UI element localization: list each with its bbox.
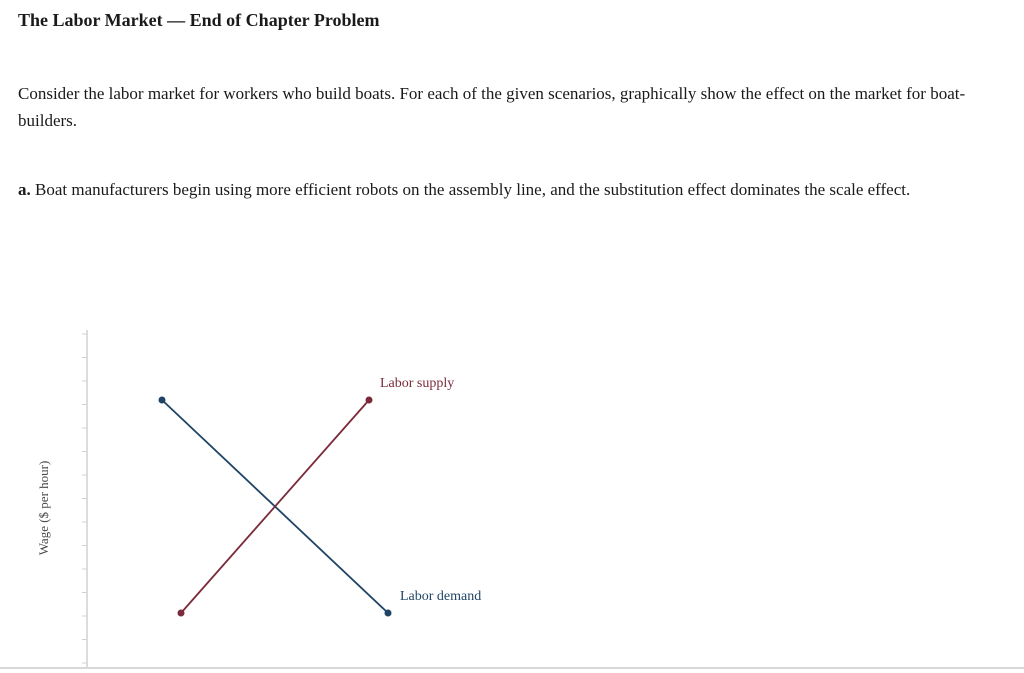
y-axis-label: Wage ($ per hour) xyxy=(36,460,51,556)
graph-canvas[interactable] xyxy=(0,300,1024,673)
labor-supply-curve[interactable] xyxy=(181,400,369,613)
labor-market-graph[interactable] xyxy=(0,300,1024,673)
labor-demand-handle-top[interactable] xyxy=(159,397,166,404)
question-a xyxy=(18,176,998,203)
question-label: a. xyxy=(18,180,31,199)
labor-supply-handle-top[interactable] xyxy=(366,397,373,404)
labor-supply-label: Labor supply xyxy=(380,376,455,391)
question-text: Boat manufacturers begin using more efficient robots on the assembly line, and the substitution effect dominates the scale effect. xyxy=(30,180,911,199)
bottom-divider xyxy=(0,667,1024,669)
intro-paragraph: Consider the labor market for workers who build boats. For each of the given scenarios, graphically show the effect on the market for boat-builders. xyxy=(18,84,966,130)
labor-demand-handle-bottom[interactable] xyxy=(385,610,392,617)
labor-demand-label: Labor demand xyxy=(400,589,482,604)
labor-supply-handle-bottom[interactable] xyxy=(178,610,185,617)
page-title: The Labor Market — End of Chapter Problem xyxy=(18,10,380,30)
